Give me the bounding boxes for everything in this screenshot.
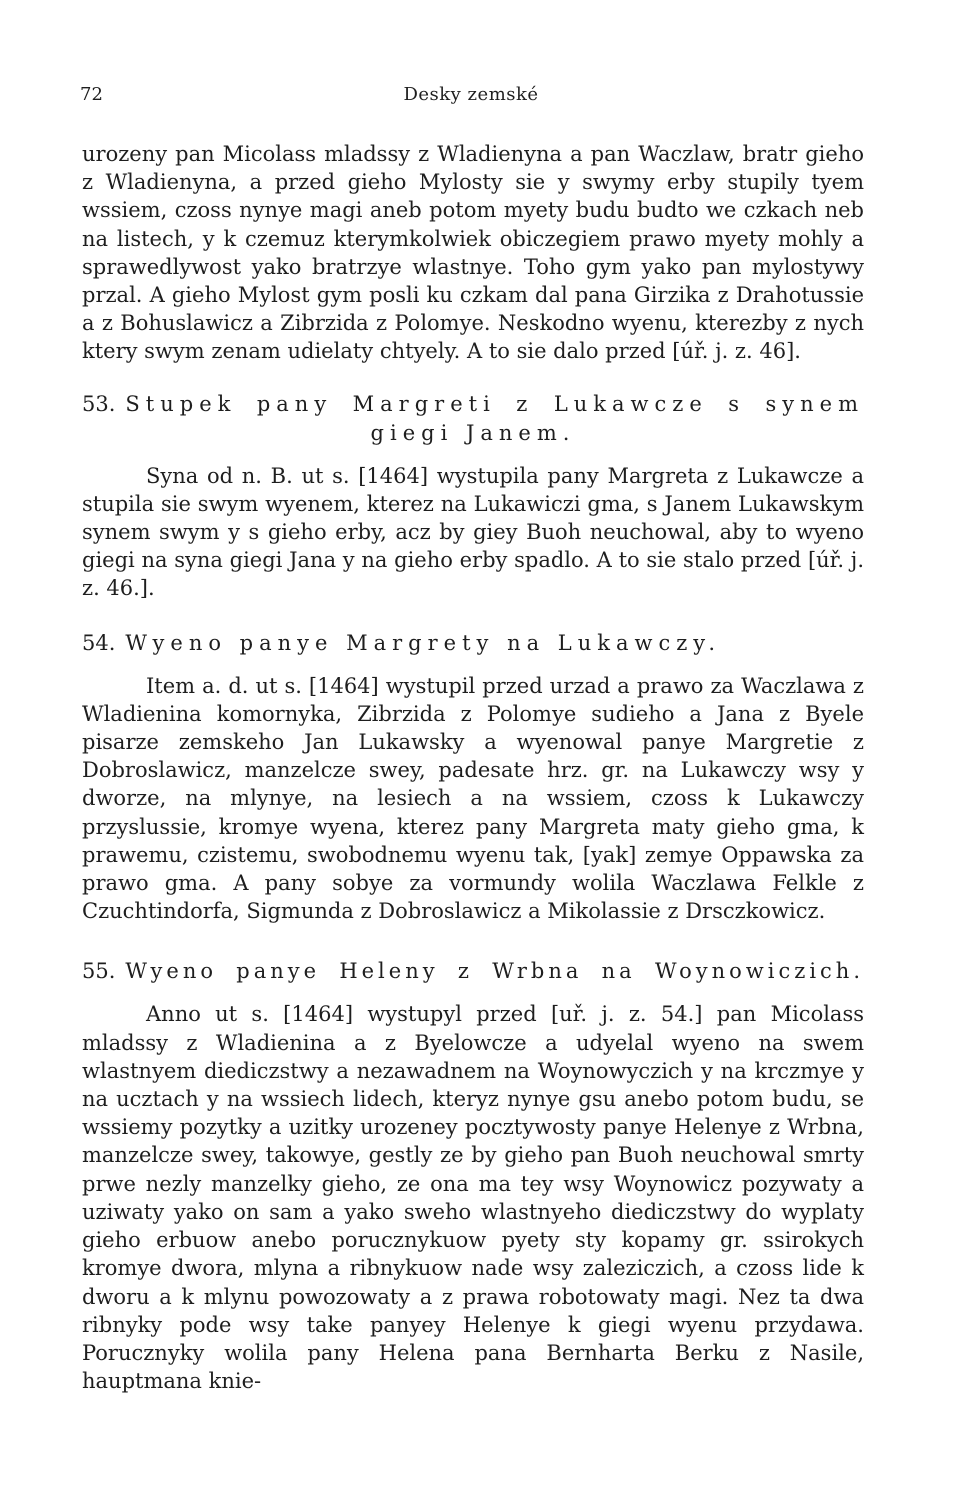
entry-55-number: 55. <box>82 959 116 984</box>
entry-54-number: 54. <box>82 630 116 655</box>
entry-55-text: Anno ut s. [1464] wystupyl przed [uř. j. z. 54.] pan Micolass mladssy z Wladienina a z Byelowcze a udyelal wyeno na swem wlastnyem diediczstwy a nezawadnem na Woynowyczich y na krczmye y na ucztach y na wssiech lidech, kteryz nynye gsu anebo potom budu, se wssiemy pozytky a uzitky urozeney pocztywosty panye Helenye z Wrbna, manzelcze swey, takowye, gestly ze by gieho pan Buoh neuchowal smrty prwe nezly manzelky gieho, ze ona ma tey wsy Woynowicz pozywaty a uziwaty yako on sam a yako sweho wlastnyeho diediczstwy do wyplaty gieho erbuow anebo porucznykuow pyety sty kopamy gr. ssirokych kromye dwora, mlyna a ribnykuow nade wsy zaleziczich, a czoss lide k dworu a k mlynu powozowaty a z prawa robotowaty magi. Nez ta dwa ribnyky pode wsy take panyey Helenye k giegi wyenu przydawa. Porucznyky wolila pany Helena pana Bernharta Berku z Nasile, hauptmana knie- <box>82 1002 864 1394</box>
page-number: 72 <box>80 84 103 105</box>
entry-54-heading <box>82 629 864 658</box>
entry-54-title: Wyeno panye Margrety na Lukawczy. <box>125 630 722 655</box>
entry-53-number: 53. <box>82 391 116 416</box>
page-header <box>80 84 862 108</box>
entry-55-title: Wyeno panye Heleny z Wrbna na Woynowiczich. <box>125 959 864 984</box>
continuation-paragraph: urozeny pan Micolass mladssy z Wladienyna a pan Waczlaw, bratr gieho z Wladienyna, a przed gieho Mylosty sie y swymy erby stupily tyem wssiem, czoss nynye magi aneb potom myety budu budto we czkach neb na listech, y k czemuz kterymkolwiek obiczegiem prawo myety mohly a sprawedlywost yako bratrzye wlastnye. Toho gym yako pan mylostywy przal. A gieho Mylost gym posli ku czkam dal pana Girzika z Drahotussie a z Bohuslawicz a Zibrzida z Polomye. Neskodno wyenu, kterezby z nych ktery swym zenam udielaty chtyely. A to sie dalo przed [úř. j. z. 46]. <box>82 142 864 364</box>
running-title: Desky zemské <box>403 84 539 105</box>
entry-55-heading <box>82 957 864 986</box>
entry-54-text: Item a. d. ut s. [1464] wystupil przed urzad a prawo za Waczlawa z Wladienina komornyka, Zibrzida z Polomye sudieho a Jana z Byele pisarze zemskeho Jan Lukawsky a wyenowal panye Margretie z Dobroslawicz, manzelcze swey, padesate hrz. gr. na Lukawczy wsy y dworze, na mlynye, na lesiech a na wssiem, czoss k Lukawczy przyslussie, kromye wyena, kterez pany Margreta maty gieho gma, k prawemu, czistemu, swobodnemu wyenu tak, [yak] zemye Oppawska za prawo gma. A pany sobye za vormundy wolila Waczlawa Felkle z Czuchtindorfa, Sigmunda z Dobroslawicz a Mikolassie z Drsczkowicz. <box>82 673 864 924</box>
entry-53-title-line2: giegi Janem. <box>370 420 576 445</box>
entry-53-title-line1: Stupek pany Margreti z Lukawcze s synem <box>125 391 864 416</box>
page-body <box>82 140 864 1395</box>
entry-53-heading <box>82 390 864 419</box>
entry-53-text: Syna od n. B. ut s. [1464] wystupila pany Margreta z Lukawcze a stupila sie swym wyenem, kterez na Lukawiczi gma, s Janem Lukawskym synem swym y s gieho erby, acz by giey Buoh neuchowal, aby to wyeno giegi na syna giegi Jana y na gieho erby spadlo. A to sie stalo przed [úř. j. z. 46.]. <box>82 463 864 601</box>
